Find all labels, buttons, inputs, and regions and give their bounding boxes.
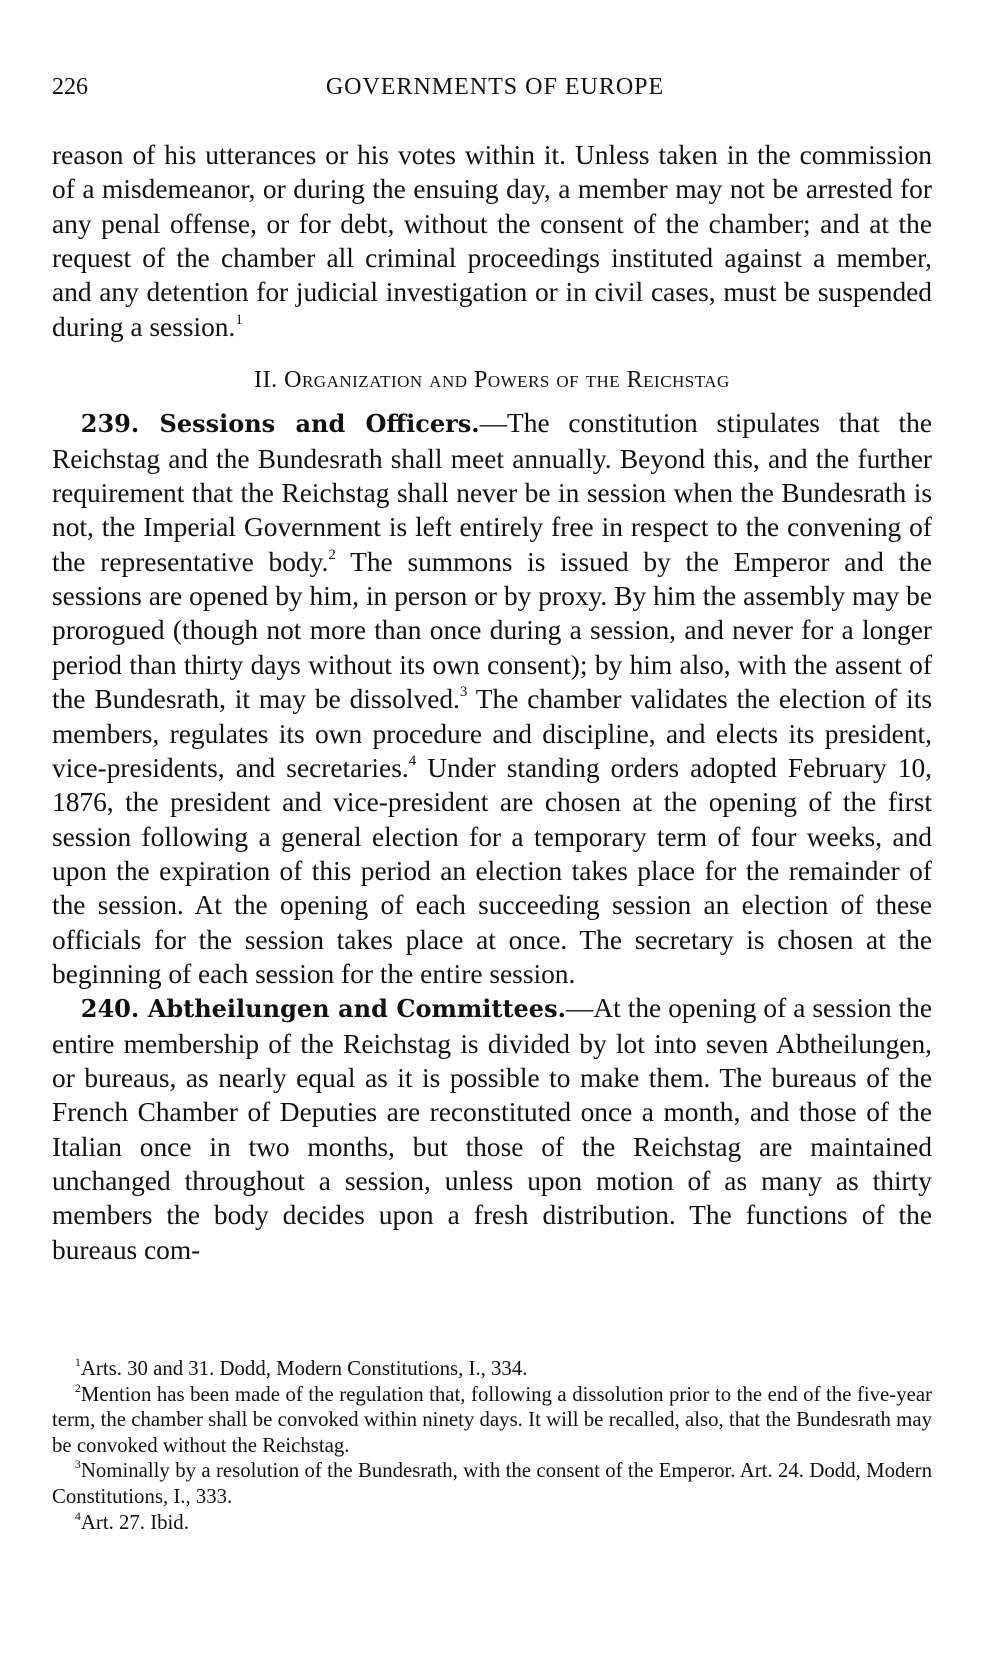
paragraph-239-text-a: —The constitution stipulates that the Reichstag and the Bundesrath shall meet annually. Beyond this, and the further requirement that the Reichstag shall never be in session when the Bundesrath is not, the Imperial Government is left entirely free in respect to the convening of the representative body. bbox=[52, 408, 932, 577]
footnote-3 bbox=[52, 1458, 932, 1509]
footnote-mark: 1 bbox=[74, 1355, 81, 1370]
footnote-ref-3: 3 bbox=[459, 684, 468, 701]
footnote-text: Mention has been made of the regulation that, following a dissolution prior to the end of the five-year term, the chamber shall be convoked within ninety days. It will be recalled, also, that the Bundesrath may be convoked without the Reichstag. bbox=[52, 1382, 932, 1457]
paragraph-240-text: —At the opening of a session the entire membership of the Reichstag is divided by lot into seven Abtheilungen, or bureaus, as nearly equal as it is possible to make them. The bureaus of the French Chamber of Deputies are reconstituted once a month, and those of the Italian once in two months, but those of the Reichstag are maintained unchanged throughout a session, unless upon motion of as many as thirty members the body decides upon a fresh distribution. The functions of the bureaus com- bbox=[52, 993, 932, 1265]
section-heading: II. Organization and Powers of the Reichstag bbox=[254, 367, 730, 394]
footnote-ref-4: 4 bbox=[408, 752, 417, 769]
footnote-4 bbox=[52, 1510, 932, 1536]
footnote-mark: 3 bbox=[74, 1457, 81, 1472]
footnote-text: Nominally by a resolution of the Bundesrath, with the consent of the Emperor. Art. 24. Dodd, Modern Constitutions, I., 333. bbox=[52, 1459, 932, 1508]
footnote-text: Arts. 30 and 31. Dodd, Modern Constitutions, I., 334. bbox=[80, 1357, 528, 1380]
running-head bbox=[52, 74, 938, 110]
paragraph-239-text-d: Under standing orders adopted February 10, 1876, the president and vice-president are chosen at the opening of the first session following a general election for a temporary term of four weeks, and upon the expiration of this period an election takes place for the remainder of the session. At the opening of each succeeding session an election of these officials for the session takes place at once. The secretary is chosen at the beginning of each session for the entire session. bbox=[52, 752, 932, 989]
footnote-ref-2: 2 bbox=[328, 546, 336, 563]
paragraph-heading-240: 240. Abtheilungen and Committees. bbox=[80, 994, 566, 1024]
continuation-text: reason of his utterances or his votes within it. Unless taken in the commission of a misdemeanor, or during the ensuing day, a member may not be arrested for any penal offense, or for debt, without the consent of the chamber; and at the request of the chamber all criminal proceedings instituted against a member, and any detention for judicial investigation or in civil cases, must be suspended during a session. bbox=[52, 140, 932, 342]
paragraph-240 bbox=[52, 991, 932, 1267]
footnote-mark: 2 bbox=[74, 1380, 81, 1395]
footnotes bbox=[52, 1356, 932, 1535]
paragraph-239-text-c: The chamber validates the election of its members, regulates its own procedure and discipline, and elects its president, vice-presidents, and secretaries. bbox=[52, 684, 932, 783]
running-title: GOVERNMENTS OF EUROPE bbox=[325, 74, 665, 100]
footnote-text: Art. 27. Ibid. bbox=[80, 1510, 189, 1534]
footnote-mark: 4 bbox=[74, 1508, 81, 1523]
footnote-2 bbox=[52, 1382, 932, 1459]
page-number: 226 bbox=[52, 74, 88, 100]
paragraph-heading-239: 239. Sessions and Officers. bbox=[80, 409, 480, 439]
body-text bbox=[52, 138, 932, 1267]
paragraph-239-text-b: The summons is issued by the Emperor and the sessions are opened by him, in person or by proxy. By him the assembly may be prorogued (though not more than once during a session, and never for a longer period than thirty days without its own consent); by him also, with the assent of the Bundesrath, it may be dissolved. bbox=[52, 546, 932, 715]
footnote-1 bbox=[52, 1356, 932, 1382]
paragraph-239 bbox=[52, 406, 932, 991]
continuation-paragraph bbox=[52, 138, 932, 344]
footnote-ref-1: 1 bbox=[235, 311, 243, 328]
